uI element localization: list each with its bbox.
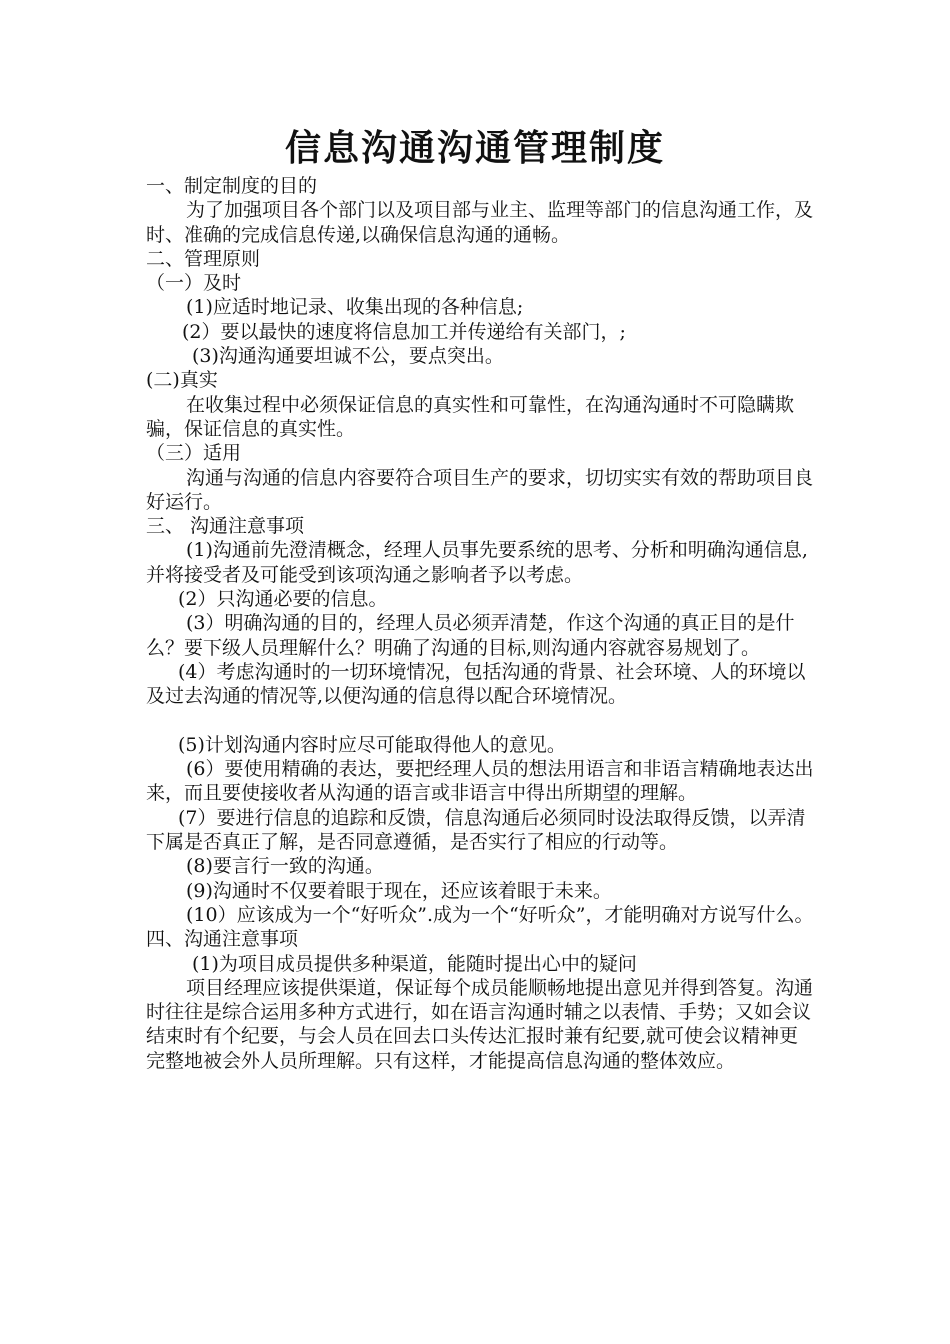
section-heading: 三、 沟通注意事项 — [146, 515, 305, 538]
document-body — [146, 174, 814, 1073]
body-paragraph: 在收集过程中必须保证信息的真实性和可靠性，在沟通沟通时不可隐瞒欺骗，保证信息的真实性。 — [146, 393, 795, 440]
list-item: (1)沟通前先澄清概念，经理人员事先要系统的思考、分析和明确沟通信息,并将接受者及可能受到该项沟通之影响者予以考虑。 — [146, 539, 808, 586]
section-heading: 二、管理原则 — [146, 247, 261, 270]
list-item: (10）应该成为一个“好听众”.成为一个“好听众”，才能明确对方说写什么。 — [186, 903, 814, 926]
body-paragraph: 项目经理应该提供渠道，保证每个成员能顺畅地提出意见并得到答复。沟通时往往是综合运用多种方式进行，如在语言沟通时辅之以表情、手势；又如会议结束时有个纪要，与会人员在回去口头传达汇报时兼有纪要,就可使会议精神更完整地被会外人员所理解。只有这样，才能提高信息沟通的整体效应。 — [146, 976, 814, 1072]
list-item: (2）要以最快的速度将信息加工并传递给有关部门，; — [182, 320, 626, 343]
blank-line — [146, 709, 814, 733]
list-item: (1)应适时地记录、收集出现的各种信息; — [186, 296, 524, 319]
list-item: (2）只沟通必要的信息。 — [178, 588, 388, 611]
list-item: (5)计划沟通内容时应尽可能取得他人的意见。 — [178, 733, 566, 756]
list-item: (3）明确沟通的目的，经理人员必须弄清楚，作这个沟通的真正目的是什么？要下级人员理解什么？明确了沟通的目标,则沟通内容就容易规划了。 — [146, 612, 795, 659]
list-item: (6）要使用精确的表达，要把经理人员的想法用语言和非语言精确地表达出来，而且要使接收者从沟通的语言或非语言中得出所期望的理解。 — [146, 758, 814, 805]
list-item: (3)沟通沟通要坦诚不公，要点突出。 — [192, 345, 504, 368]
list-item: (4）考虑沟通时的一切环境情况，包括沟通的背景、社会环境、人的环境以及过去沟通的情况等,以便沟通的信息得以配合环境情况。 — [146, 660, 806, 708]
list-item: (9)沟通时不仅要着眼于现在，还应该着眼于未来。 — [186, 879, 612, 902]
body-paragraph: 沟通与沟通的信息内容要符合项目生产的要求，切切实实有效的帮助项目良好运行。 — [146, 466, 814, 513]
subsection-heading: （三）适用 — [146, 442, 242, 465]
section-heading: 一、制定制度的目的 — [146, 175, 318, 197]
list-item: (7）要进行信息的追踪和反馈，信息沟通后必须同时设法取得反馈，以弄清下属是否真正了解，是否同意遵循，是否实行了相应的行动等。 — [146, 806, 806, 854]
subsection-heading: (二)真实 — [146, 369, 218, 392]
subsection-heading: （一）及时 — [146, 272, 242, 295]
section-heading: 四、沟通注意事项 — [146, 928, 299, 951]
document-title: 信息沟通沟通管理制度 — [284, 128, 665, 169]
list-item: (8)要言行一致的沟通。 — [186, 855, 384, 878]
list-item: (1)为项目成员提供多种渠道，能随时提出心中的疑问 — [192, 952, 637, 975]
body-paragraph: 为了加强项目各个部门以及项目部与业主、监理等部门的信息沟通工作，及时、准确的完成信息传递,以确保信息沟通的通畅。 — [146, 199, 814, 246]
